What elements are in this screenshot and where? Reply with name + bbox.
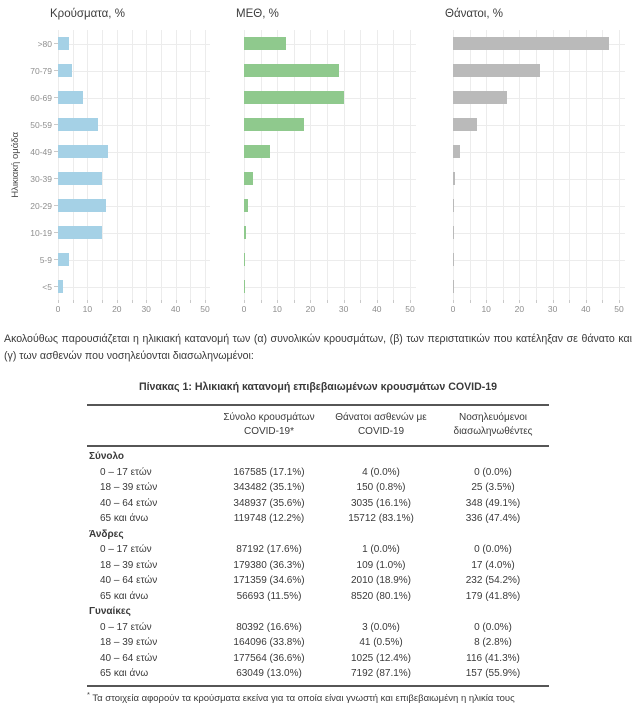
- covid-age-table: [87, 404, 549, 687]
- table-cell: 41 (0.5%): [359, 637, 403, 648]
- table-data-row: [87, 651, 549, 667]
- table-cell: 0 (0.0%): [474, 544, 512, 555]
- bar: [244, 37, 286, 50]
- table-section-row: [87, 527, 549, 543]
- bar: [58, 37, 69, 50]
- table-row-label: 18 – 39 ετών: [100, 637, 158, 648]
- horizontal-gridline: [244, 260, 416, 261]
- x-axis-tick-label: 40: [372, 304, 382, 314]
- age-distribution-charts: [3, 6, 633, 318]
- x-axis-tick-label: 10: [272, 304, 282, 314]
- table-cell: 0 (0.0%): [474, 621, 512, 633]
- x-axis-tick-label: 20: [305, 304, 316, 314]
- horizontal-gridline: [453, 125, 625, 126]
- x-axis-tick-label: 20: [112, 304, 122, 314]
- horizontal-gridline: [58, 71, 210, 72]
- table-data-row: [87, 666, 549, 682]
- x-axis-tick: [58, 300, 59, 303]
- table-data-row: [87, 589, 549, 605]
- table-cell: 63049 (13.0%): [236, 668, 302, 679]
- x-axis-tick: [470, 300, 471, 303]
- y-axis-category-label: <5: [42, 281, 52, 292]
- horizontal-gridline: [453, 179, 625, 180]
- y-axis-category-label: >80: [37, 38, 52, 49]
- table-cell: 119748 (12.2%): [233, 513, 305, 524]
- chart-cases-x-axis: [55, 300, 210, 318]
- chart-cases-title: Κρούσματα, %: [50, 8, 125, 20]
- x-axis-tick: [87, 300, 88, 303]
- x-axis-tick: [117, 300, 118, 303]
- y-axis-category-label: 50-59: [30, 119, 52, 130]
- x-axis-tick: [344, 300, 345, 303]
- x-axis-tick: [132, 300, 133, 303]
- y-axis-category-label: 40-49: [30, 146, 52, 157]
- table-data-row: [87, 511, 549, 527]
- table-data-row: [87, 465, 549, 481]
- chart-icu-x-axis: [241, 300, 416, 318]
- table-cell: 25 (3.5%): [471, 482, 515, 493]
- bar: [453, 280, 454, 293]
- table-cell: 177564 (36.6%): [233, 652, 305, 664]
- x-axis-tick: [102, 300, 103, 303]
- y-axis-category-row: [22, 246, 58, 273]
- table-data-row: [87, 558, 549, 574]
- x-axis-tick: [205, 300, 206, 303]
- x-axis-tick: [310, 300, 311, 303]
- table-data-row: [87, 573, 549, 589]
- chart-deaths-plot-area: [453, 30, 625, 300]
- x-axis-tick-label: 50: [614, 304, 624, 314]
- x-axis-tick: [146, 300, 147, 303]
- bar: [58, 145, 108, 158]
- table-header-cell-empty: [87, 411, 213, 439]
- bar: [58, 91, 83, 104]
- bar: [244, 91, 344, 104]
- x-axis-tick: [176, 300, 177, 303]
- table-section-row: [87, 449, 549, 465]
- x-axis-tick: [360, 300, 361, 303]
- y-axis-category-row: [22, 57, 58, 84]
- table-data-row: [87, 620, 549, 636]
- table-cell: [325, 527, 437, 543]
- y-axis-category-row: [22, 165, 58, 192]
- x-axis-tick: [536, 300, 537, 303]
- bar: [244, 226, 246, 239]
- x-axis-tick-label: 30: [338, 304, 349, 314]
- horizontal-gridline: [244, 287, 416, 288]
- table-row-label: 40 – 64 ετών: [100, 497, 158, 509]
- table-data-row: [87, 635, 549, 651]
- table-row-label: 65 και άνω: [100, 590, 149, 602]
- table-row-label: 18 – 39 ετών: [100, 559, 158, 571]
- y-axis-category-label: 5-9: [39, 254, 52, 265]
- table-cell: 116 (41.3%): [466, 652, 520, 664]
- x-axis-tick: [619, 300, 620, 303]
- x-axis-tick-label: 20: [514, 304, 525, 314]
- table-cell: [213, 604, 325, 620]
- y-axis-category-row: [22, 30, 58, 57]
- table-cell: 8520 (80.1%): [350, 590, 412, 602]
- x-axis-tick: [73, 300, 74, 303]
- horizontal-gridline: [58, 260, 210, 261]
- table-cell: 8 (2.8%): [474, 637, 512, 648]
- table-data-row: [87, 496, 549, 512]
- horizontal-gridline: [453, 233, 625, 234]
- table-header-cell: Θάνατοι ασθενών με COVID-19: [335, 412, 427, 437]
- bar: [244, 199, 248, 212]
- table-row-label: 65 και άνω: [100, 668, 149, 679]
- x-axis-tick: [486, 300, 487, 303]
- intro-paragraph: Ακολούθως παρουσιάζεται η ηλικιακή κατανομή των (α) συνολικών κρουσμάτων, (β) των περιστατικών που κατέληξαν σε θάνατο και (γ) των ασθενών που νοσηλεύονται διασωληνωμένοι:: [4, 333, 632, 362]
- x-axis-tick-label: 50: [405, 304, 415, 314]
- table-cell: 4 (0.0%): [362, 466, 400, 478]
- bar: [453, 253, 454, 266]
- table-row-label: 65 και άνω: [100, 513, 149, 524]
- table-header-row: [87, 406, 549, 447]
- table-cell: 56693 (11.5%): [236, 590, 302, 602]
- table-cell: [437, 527, 549, 543]
- y-axis-category-label: 10-19: [30, 227, 52, 238]
- x-axis-tick: [161, 300, 162, 303]
- table-cell: 179 (41.8%): [465, 590, 521, 602]
- horizontal-gridline: [58, 44, 210, 45]
- table-cell: [213, 449, 325, 465]
- chart-icu: [236, 6, 416, 318]
- x-axis-tick: [410, 300, 411, 303]
- x-axis-tick-label: 0: [55, 304, 61, 314]
- bar: [453, 226, 454, 239]
- table-cell: [213, 527, 325, 543]
- chart-deaths-x-axis: [450, 300, 625, 318]
- table-cell: 343482 (35.1%): [233, 482, 305, 493]
- table-cell: 336 (47.4%): [465, 513, 521, 524]
- table-cell: [325, 604, 437, 620]
- table-header-cell: Νοσηλευόμενοι διασωληνωθέντες: [453, 412, 533, 437]
- x-axis-tick-label: 50: [200, 304, 210, 314]
- table-cell: 2010 (18.9%): [350, 575, 412, 586]
- table-data-row: [87, 542, 549, 558]
- table-data-row: [87, 480, 549, 496]
- x-axis-tick: [327, 300, 328, 303]
- table-cell: 164096 (33.8%): [233, 637, 305, 648]
- table-cell: 0 (0.0%): [474, 466, 512, 478]
- table-cell: 87192 (17.6%): [236, 544, 302, 555]
- y-axis-category-labels: [22, 30, 58, 300]
- footnote-text: Τα στοιχεία αφορούν τα κρούσματα εκείνα για τα οποία είναι γνωστή και επιβεβαιωμένη η ηλικία τους: [92, 692, 515, 704]
- table-cell: 80392 (16.6%): [236, 621, 302, 633]
- x-axis-tick: [602, 300, 603, 303]
- x-axis-tick: [569, 300, 570, 303]
- horizontal-gridline: [244, 233, 416, 234]
- table-cell: 15712 (83.1%): [348, 513, 414, 524]
- horizontal-gridline: [453, 260, 625, 261]
- chart-icu-plot-area: [244, 30, 416, 300]
- table-cell: 348937 (35.6%): [233, 497, 305, 509]
- table-section-row: [87, 604, 549, 620]
- x-axis-tick: [586, 300, 587, 303]
- bar: [244, 145, 270, 158]
- table-cell: 179380 (36.3%): [233, 559, 305, 571]
- table-section-label: Γυναίκες: [89, 606, 131, 617]
- horizontal-gridline: [453, 206, 625, 207]
- table-cell: 171359 (34.6%): [233, 575, 305, 586]
- y-axis-title: Ηλικιακή ομάδα: [9, 132, 21, 198]
- table-row-label: 18 – 39 ετών: [100, 482, 158, 493]
- bar: [453, 172, 455, 185]
- x-axis-tick: [377, 300, 378, 303]
- bar: [453, 145, 460, 158]
- table-header-cell: Σύνολο κρουσμάτων COVID-19*: [223, 412, 315, 437]
- bar: [58, 172, 102, 185]
- x-axis-tick: [503, 300, 504, 303]
- table-cell: 1 (0.0%): [362, 544, 400, 555]
- bar: [58, 280, 63, 293]
- x-axis-tick-label: 10: [82, 304, 93, 314]
- bar: [453, 118, 477, 131]
- table-cell: [437, 449, 549, 465]
- table-body: [87, 447, 549, 687]
- x-axis-tick-label: 10: [481, 304, 491, 314]
- table-section-label: Σύνολο: [89, 451, 125, 462]
- x-axis-tick: [453, 300, 454, 303]
- table-cell: 109 (1.0%): [356, 559, 406, 571]
- y-axis-category-label: 30-39: [30, 173, 52, 184]
- horizontal-gridline: [244, 179, 416, 180]
- footnote-marker: *: [87, 689, 90, 699]
- table-section-label: Άνδρες: [89, 528, 124, 540]
- x-axis-tick-label: 40: [170, 304, 181, 314]
- x-axis-tick: [553, 300, 554, 303]
- x-axis-tick-label: 0: [450, 304, 456, 314]
- bar: [244, 253, 245, 266]
- bar: [58, 64, 72, 77]
- table-row-label: 0 – 17 ετών: [100, 544, 152, 555]
- x-axis-tick: [261, 300, 262, 303]
- bar: [453, 199, 454, 212]
- bar: [453, 64, 540, 77]
- y-axis-category-label: 60-69: [30, 92, 52, 103]
- bar: [58, 118, 98, 131]
- x-axis-tick-label: 0: [241, 304, 247, 314]
- table-footnote: [87, 690, 549, 704]
- bar: [244, 172, 253, 185]
- table-cell: 3 (0.0%): [362, 621, 400, 633]
- chart-cases-plot-area: [58, 30, 210, 300]
- y-axis-category-row: [22, 138, 58, 165]
- table-row-label: 0 – 17 ετών: [100, 621, 152, 633]
- bar: [58, 199, 106, 212]
- chart-icu-title: ΜΕΘ, %: [236, 8, 279, 20]
- table-cell: [325, 449, 437, 465]
- table-cell: 348 (49.1%): [465, 497, 521, 509]
- table-cell: 3035 (16.1%): [350, 497, 412, 509]
- bar: [244, 64, 339, 77]
- table-cell: 7192 (87.1%): [350, 668, 412, 679]
- x-axis-tick-label: 40: [581, 304, 591, 314]
- chart-cases: [50, 6, 210, 318]
- x-axis-tick: [294, 300, 295, 303]
- x-axis-tick: [244, 300, 245, 303]
- y-axis-category-row: [22, 219, 58, 246]
- x-axis-tick: [519, 300, 520, 303]
- bar: [453, 91, 507, 104]
- bar: [58, 226, 102, 239]
- y-axis-category-row: [22, 273, 58, 300]
- horizontal-gridline: [58, 287, 210, 288]
- horizontal-gridline: [244, 206, 416, 207]
- x-axis-tick: [393, 300, 394, 303]
- bar: [453, 37, 609, 50]
- table-cell: 1025 (12.4%): [350, 652, 412, 664]
- table-cell: [437, 604, 549, 620]
- y-axis-title-column: [8, 30, 22, 300]
- y-axis-category-row: [22, 84, 58, 111]
- y-axis-category-row: [22, 192, 58, 219]
- table-cell: 17 (4.0%): [471, 559, 515, 571]
- table-cell: 232 (54.2%): [465, 575, 521, 586]
- horizontal-gridline: [453, 287, 625, 288]
- table-row-label: 40 – 64 ετών: [100, 575, 158, 586]
- x-axis-tick-label: 30: [547, 304, 558, 314]
- y-axis-category-label: 70-79: [30, 65, 52, 76]
- chart-deaths: [445, 6, 625, 318]
- table-cell: 150 (0.8%): [356, 482, 406, 493]
- table-cell: 167585 (17.1%): [233, 466, 305, 478]
- x-axis-tick: [277, 300, 278, 303]
- bar: [244, 280, 245, 293]
- x-axis-tick: [190, 300, 191, 303]
- y-axis-category-row: [22, 111, 58, 138]
- table-row-label: 0 – 17 ετών: [100, 466, 152, 478]
- table-cell: 157 (55.9%): [465, 668, 521, 679]
- chart-deaths-title: Θάνατοι, %: [445, 8, 503, 20]
- horizontal-gridline: [453, 152, 625, 153]
- table-row-label: 40 – 64 ετών: [100, 652, 158, 664]
- table-title: Πίνακας 1: Ηλικιακή κατανομή επιβεβαιωμένων κρουσμάτων COVID-19: [138, 381, 498, 393]
- bar: [58, 253, 69, 266]
- x-axis-tick-label: 30: [141, 304, 151, 314]
- bar: [244, 118, 304, 131]
- y-axis-category-label: 20-29: [30, 200, 52, 211]
